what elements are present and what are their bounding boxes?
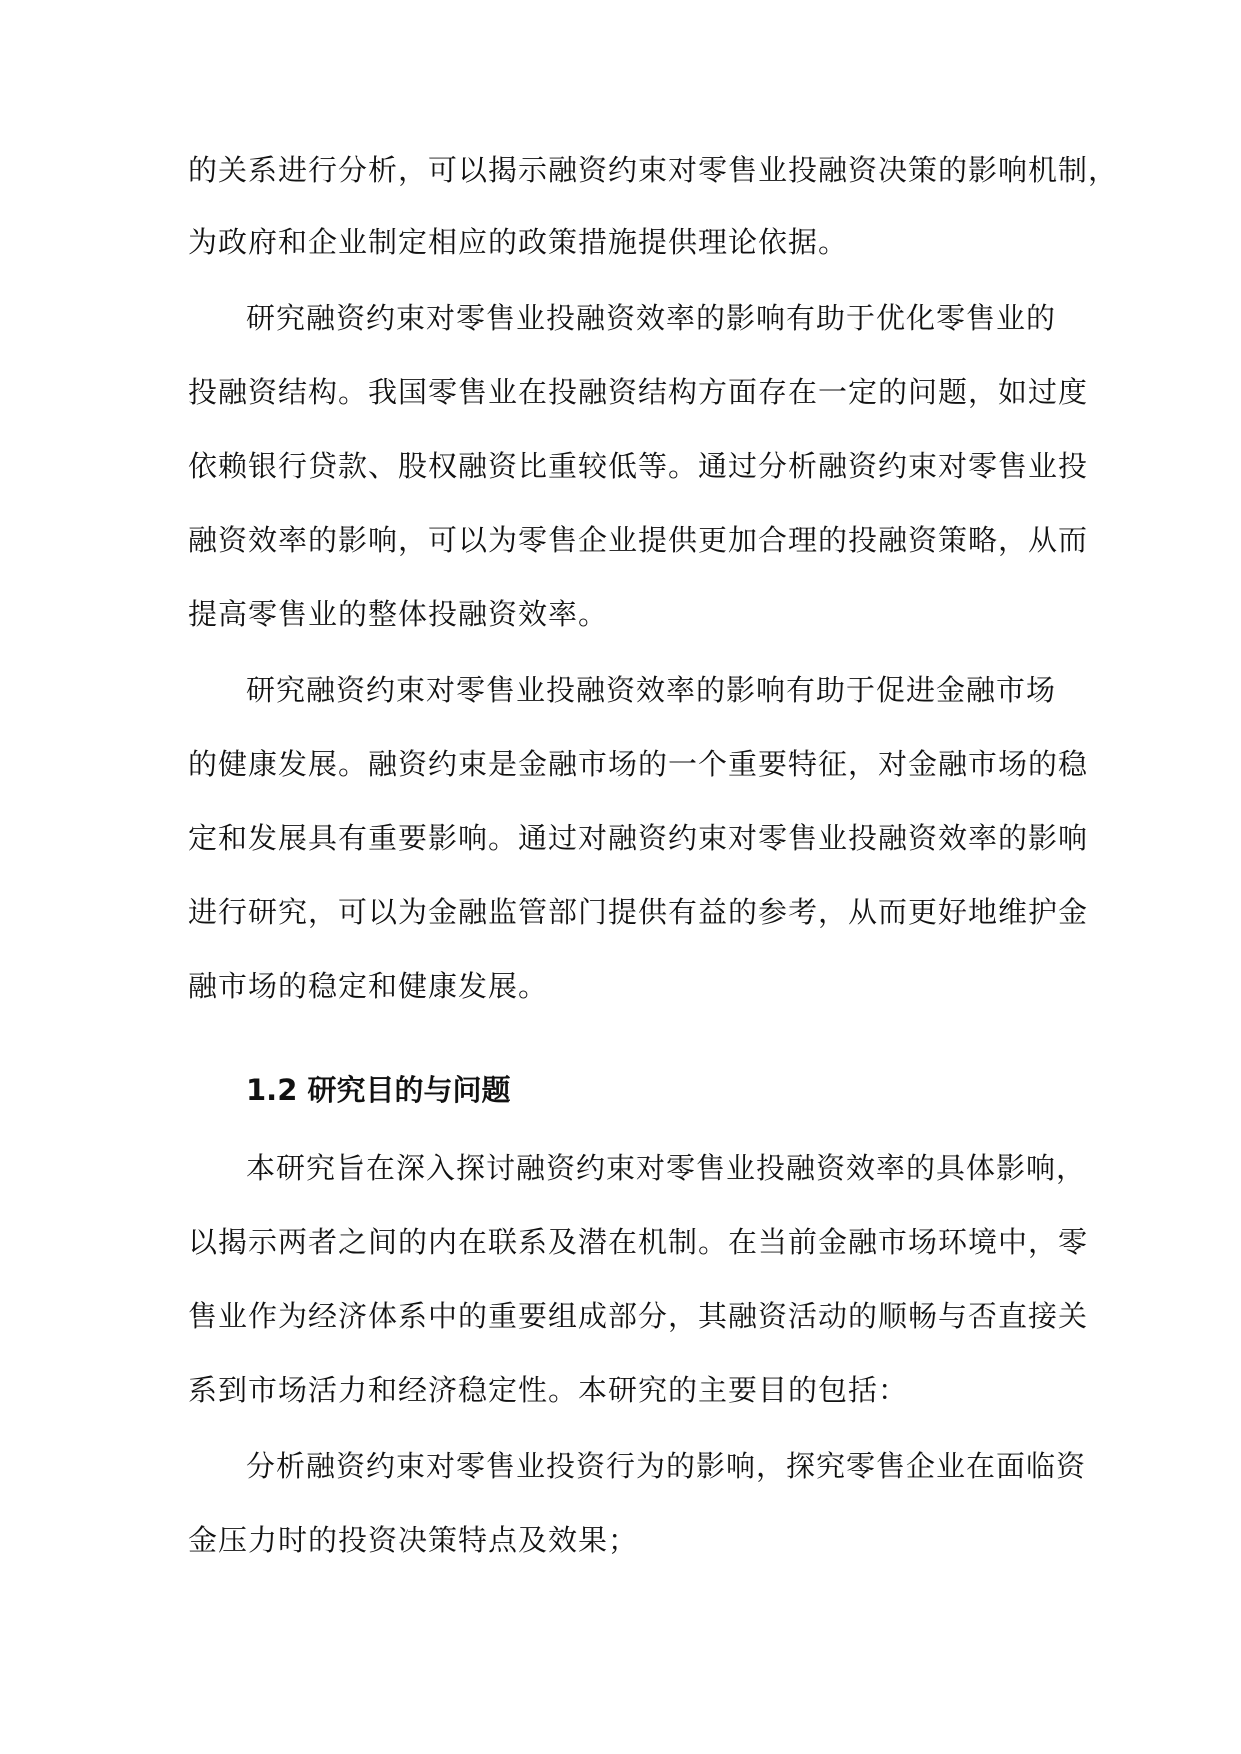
paragraph-2-line-4: 融资效率的影响，可以为零售企业提供更加合理的投融资策略，从而 bbox=[188, 523, 1089, 557]
paragraph-2-line-2: 投融资结构。我国零售业在投融资结构方面存在一定的问题，如过度 bbox=[188, 375, 1089, 409]
paragraph-3-line-1: 研究融资约束对零售业投融资效率的影响有助于促进金融市场 bbox=[246, 673, 1057, 707]
paragraph-3-line-4: 进行研究，可以为金融监管部门提供有益的参考，从而更好地维护金 bbox=[188, 895, 1089, 929]
paragraph-1-line-1: 的关系进行分析，可以揭示融资约束对零售业投融资决策的影响机制， bbox=[188, 153, 1119, 187]
paragraph-4-line-1: 本研究旨在深入探讨融资约束对零售业投融资效率的具体影响， bbox=[246, 1151, 1087, 1185]
paragraph-5-line-2: 金压力时的投资决策特点及效果； bbox=[188, 1523, 639, 1557]
paragraph-2-line-1: 研究融资约束对零售业投融资效率的影响有助于优化零售业的 bbox=[246, 301, 1057, 335]
paragraph-3-line-3: 定和发展具有重要影响。通过对融资约束对零售业投融资效率的影响 bbox=[188, 821, 1089, 855]
paragraph-5-line-1: 分析融资约束对零售业投资行为的影响，探究零售企业在面临资 bbox=[246, 1449, 1087, 1483]
paragraph-4-line-4: 系到市场活力和经济稳定性。本研究的主要目的包括： bbox=[188, 1373, 909, 1407]
paragraph-1-line-2: 为政府和企业制定相应的政策措施提供理论依据。 bbox=[188, 225, 849, 259]
paragraph-2-line-3: 依赖银行贷款、股权融资比重较低等。通过分析融资约束对零售业投 bbox=[188, 449, 1089, 483]
section-heading: 1.2 研究目的与问题 bbox=[246, 1073, 511, 1107]
paragraph-4-line-3: 售业作为经济体系中的重要组成部分，其融资活动的顺畅与否直接关 bbox=[188, 1299, 1089, 1333]
paragraph-3-line-5: 融市场的稳定和健康发展。 bbox=[188, 969, 549, 1003]
paragraph-4-line-2: 以揭示两者之间的内在联系及潜在机制。在当前金融市场环境中，零 bbox=[188, 1225, 1089, 1259]
paragraph-2-line-5: 提高零售业的整体投融资效率。 bbox=[188, 597, 609, 631]
paragraph-3-line-2: 的健康发展。融资约束是金融市场的一个重要特征，对金融市场的稳 bbox=[188, 747, 1089, 781]
